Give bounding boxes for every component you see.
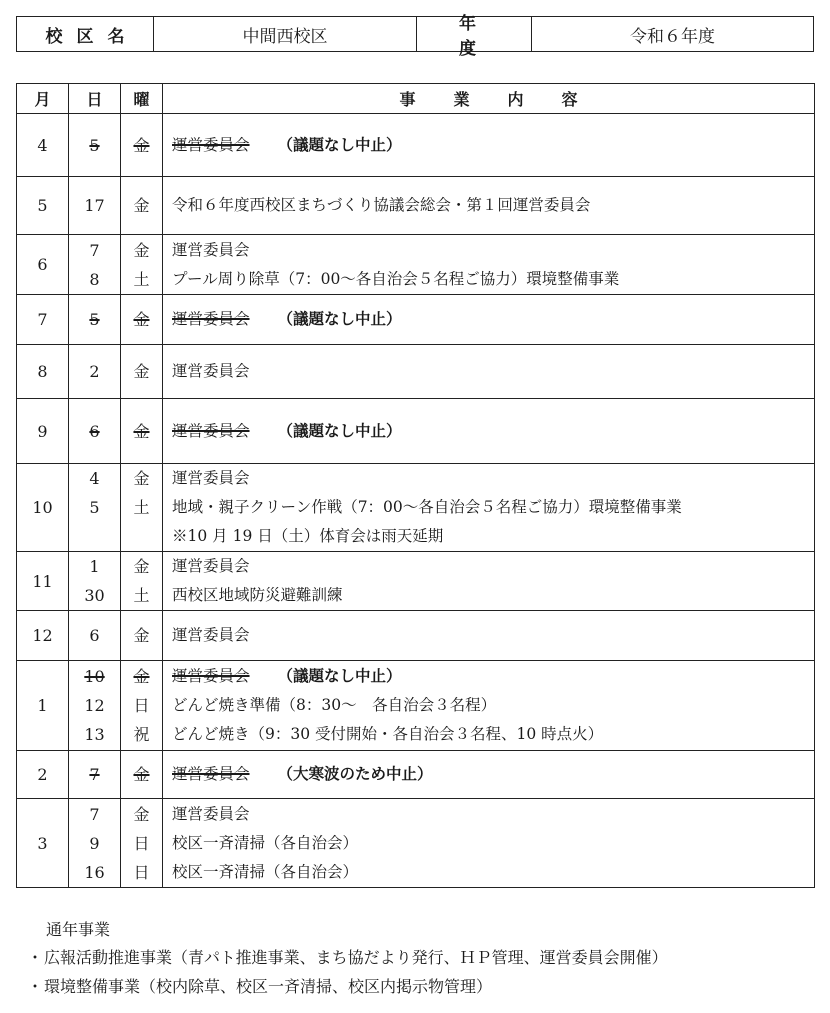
day-value: 17	[84, 196, 105, 215]
schedule-row-month-7	[17, 295, 815, 345]
day-cell	[69, 751, 121, 799]
day-cell	[69, 611, 121, 661]
event-text: 運営委員会	[172, 667, 250, 685]
day-value: 12	[84, 696, 105, 715]
event-text: 校区一斉清掃（各自治会）	[172, 833, 359, 852]
day-cell	[69, 235, 121, 295]
day-value: 7	[89, 804, 100, 824]
day-value: 9	[89, 833, 100, 853]
event-entry	[163, 265, 814, 294]
bullet-icon: ・	[26, 977, 43, 996]
event-entry	[163, 691, 814, 720]
event-text: プール周り除草（7：00～各自治会５名程ご協力）環境整備事業	[172, 269, 620, 288]
content-cell	[163, 177, 815, 235]
event-entry	[163, 760, 814, 789]
month-cell: 7	[17, 295, 69, 345]
event-text: ※10 月 19 日（土）体育会は雨天延期	[172, 527, 444, 545]
schedule-row-month-1	[17, 661, 815, 751]
cancellation-note: （議題なし中止）	[277, 421, 402, 440]
weekday-cell	[121, 295, 163, 345]
school-district-info-table	[16, 14, 814, 59]
event-text: 地域・親子クリーン作戦（7：00～各自治会５名程ご協力）環境整備事業	[172, 498, 682, 516]
day-value: 30	[84, 586, 105, 605]
day-value: 4	[89, 469, 100, 488]
day-cell	[69, 295, 121, 345]
day-cell	[69, 114, 121, 177]
content-cell	[163, 751, 815, 799]
weekday-cell	[121, 399, 163, 464]
event-text: 運営委員会	[172, 362, 250, 380]
weekday-value: 土	[133, 586, 150, 605]
weekday-value: 金	[133, 240, 150, 260]
event-entry	[163, 800, 814, 829]
event-entry	[163, 464, 814, 493]
event-text: 運営委員会	[172, 804, 250, 823]
month-cell: 6	[17, 235, 69, 295]
weekday-value: 金	[133, 804, 150, 824]
cancellation-note: （大寒波のため中止）	[277, 765, 433, 783]
weekday-value: 金	[133, 667, 150, 686]
day-value: 5	[89, 498, 100, 517]
weekday-cell	[121, 751, 163, 799]
day-value: 6	[89, 626, 100, 645]
event-entry	[163, 493, 814, 522]
schedule-row-month-11	[17, 552, 815, 611]
content-cell	[163, 661, 815, 751]
content-cell	[163, 552, 815, 611]
annual-project-item	[26, 945, 668, 968]
content-cell	[163, 345, 815, 399]
day-value: 8	[89, 269, 100, 289]
day-value: 7	[89, 240, 100, 260]
day-cell	[69, 399, 121, 464]
content-cell	[163, 114, 815, 177]
day-cell	[69, 464, 121, 552]
event-entry	[163, 858, 814, 887]
event-entry	[163, 720, 814, 749]
bullet-icon: ・	[26, 948, 43, 967]
content-column-header: 事業内容	[163, 84, 815, 114]
schedule-row-month-10	[17, 464, 815, 552]
day-value: 5	[89, 135, 100, 155]
weekday-value: 土	[133, 269, 150, 289]
event-entry	[163, 357, 814, 386]
month-cell: 12	[17, 611, 69, 661]
weekday-cell	[121, 552, 163, 611]
content-cell	[163, 464, 815, 552]
schedule-body	[17, 114, 815, 888]
content-cell	[163, 799, 815, 888]
weekday-cell	[121, 177, 163, 235]
event-text: どんど焼き準備（8：30～ 各自治会３名程）	[172, 696, 497, 714]
month-cell: 1	[17, 661, 69, 751]
month-cell: 5	[17, 177, 69, 235]
content-cell	[163, 235, 815, 295]
weekday-column-header: 曜	[121, 84, 163, 114]
event-text: 運営委員会	[172, 310, 250, 328]
day-cell	[69, 661, 121, 751]
schedule-row-month-2	[17, 751, 815, 799]
event-entry	[163, 829, 814, 858]
weekday-cell	[121, 611, 163, 661]
weekday-value: 金	[133, 557, 150, 576]
day-value: 16	[84, 862, 105, 882]
weekday-value: 日	[133, 696, 150, 715]
district-value: 中間西校区	[242, 26, 328, 47]
month-cell: 11	[17, 552, 69, 611]
event-text: 運営委員会	[172, 135, 250, 154]
event-entry	[163, 131, 814, 160]
month-cell: 9	[17, 399, 69, 464]
annual-project-item	[26, 974, 492, 997]
month-cell: 2	[17, 751, 69, 799]
year-label: 年度	[459, 14, 518, 59]
weekday-value: 金	[133, 310, 150, 329]
event-text: 運営委員会	[172, 557, 250, 575]
event-text: 西校区地域防災避難訓練	[172, 586, 343, 604]
weekday-value: 金	[133, 421, 150, 441]
event-text: 運営委員会	[172, 469, 250, 487]
event-entry	[163, 305, 814, 334]
annual-projects-title: 通年事業	[46, 920, 111, 939]
content-cell	[163, 295, 815, 345]
day-cell	[69, 799, 121, 888]
event-text: 運営委員会	[172, 626, 250, 644]
weekday-cell	[121, 464, 163, 552]
month-cell: 8	[17, 345, 69, 399]
day-value: 13	[84, 725, 105, 744]
weekday-cell	[121, 235, 163, 295]
weekday-value: 金	[133, 626, 150, 645]
weekday-cell	[121, 661, 163, 751]
year-value-cell	[531, 17, 813, 51]
day-cell	[69, 345, 121, 399]
event-entry	[163, 522, 814, 551]
day-value: 6	[89, 421, 100, 441]
weekday-value	[121, 522, 162, 551]
weekday-value: 日	[133, 833, 150, 853]
day-cell	[69, 177, 121, 235]
content-cell	[163, 611, 815, 661]
weekday-cell	[121, 799, 163, 888]
day-column-header: 日	[69, 84, 121, 114]
year-label-cell	[416, 14, 531, 59]
day-value	[69, 522, 120, 551]
weekday-cell	[121, 114, 163, 177]
event-entry	[163, 191, 814, 220]
schedule-row-month-3	[17, 799, 815, 888]
cancellation-note: （議題なし中止）	[277, 310, 402, 328]
weekday-value: 金	[133, 469, 150, 488]
event-entry	[163, 621, 814, 650]
day-value: 5	[89, 310, 100, 329]
schedule-row-month-12	[17, 611, 815, 661]
month-cell: 3	[17, 799, 69, 888]
month-column-header: 月	[17, 84, 69, 114]
event-entry	[163, 581, 814, 610]
schedule-row-month-4	[17, 114, 815, 177]
month-cell: 4	[17, 114, 69, 177]
event-text: 運営委員会	[172, 421, 250, 440]
weekday-value: 金	[133, 196, 150, 215]
event-text: 令和６年度西校区まちづくり協議会総会・第１回運営委員会	[172, 196, 591, 214]
district-label-cell	[17, 17, 153, 51]
schedule-row-month-9	[17, 399, 815, 464]
event-text: 運営委員会	[172, 765, 250, 783]
weekday-value: 金	[133, 135, 150, 155]
day-cell	[69, 552, 121, 611]
day-value: 7	[89, 765, 100, 784]
month-cell: 10	[17, 464, 69, 552]
event-text: どんど焼き（9：30 受付開始・各自治会３名程、10 時点火）	[172, 725, 604, 743]
weekday-value: 金	[133, 765, 150, 784]
schedule-header-row	[17, 84, 815, 114]
schedule-row-month-8	[17, 345, 815, 399]
schedule-row-month-6	[17, 235, 815, 295]
weekday-value: 土	[133, 498, 150, 517]
day-value: 1	[89, 557, 100, 576]
weekday-value: 金	[133, 362, 150, 381]
cancellation-note: （議題なし中止）	[277, 667, 402, 685]
event-text: 運営委員会	[172, 240, 250, 259]
district-label: 校区名	[45, 26, 139, 47]
weekday-value: 祝	[133, 725, 150, 744]
year-value: 令和６年度	[630, 26, 715, 47]
event-text: 校区一斉清掃（各自治会）	[172, 862, 359, 881]
event-entry	[163, 552, 814, 581]
cancellation-note: （議題なし中止）	[277, 135, 402, 154]
district-value-cell	[153, 17, 416, 51]
event-entry	[163, 236, 814, 265]
weekday-cell	[121, 345, 163, 399]
schedule-row-month-5	[17, 177, 815, 235]
schedule-table	[16, 83, 815, 888]
event-entry	[163, 662, 814, 691]
event-entry	[163, 417, 814, 446]
annual-project-text: 環境整備事業（校内除草、校区一斉清掃、校区内掲示物管理）	[44, 977, 493, 996]
content-cell	[163, 399, 815, 464]
weekday-value: 日	[133, 862, 150, 882]
day-value: 2	[89, 362, 100, 381]
day-value: 10	[84, 667, 105, 686]
annual-project-text: 広報活動推進事業（青パト推進事業、まち協だより発行、ＨＰ管理、運営委員会開催）	[44, 948, 668, 967]
